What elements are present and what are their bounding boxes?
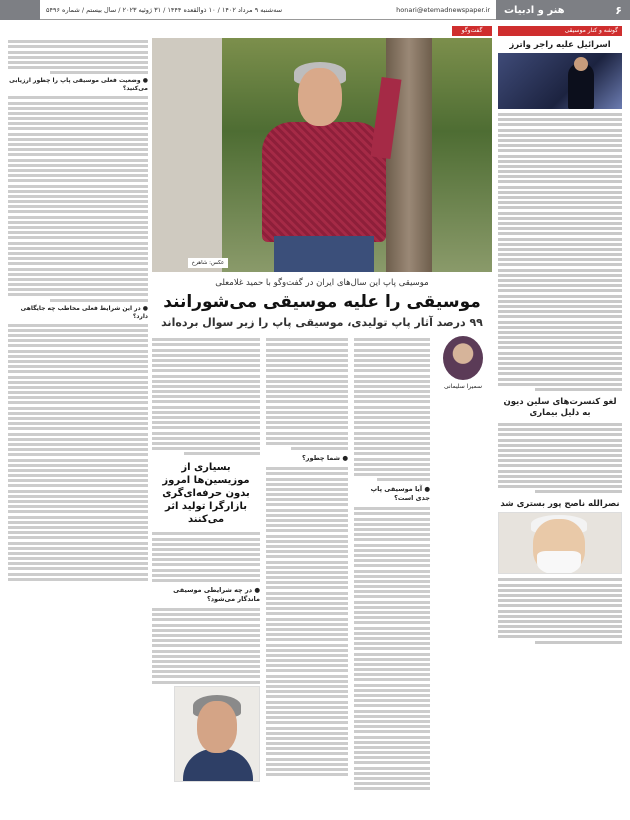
interview-photo [152,38,492,272]
header-date: سه‌شنبه ۹ مرداد ۱۴۰۲ / ۱۰ ذوالقعده ۱۴۴۴ / ۳۱ ژوئیه ۲۰۲۳ / سال بیستم / شماره ۵۴۹۶ [46,5,283,14]
sidebar-item3-body [498,578,622,643]
author-name: سمیرا سلیمانی [444,383,482,390]
question-1: ● وضعیت فعلی موسیقی پاپ را چطور ارزیابی می‌کنید؟ [9,77,148,93]
page-number: ۶ [615,3,622,17]
author-box [434,336,492,404]
page-header [0,0,630,20]
article-kicker: موسیقی پاپ این سال‌های ایران در گفت‌وگو با حمید غلامعلی [215,278,429,288]
sidebar-item3-title: نصرالله ناصح پور بستری شد [500,499,620,510]
pull-quote: بسیاری از موزیسین‌ها امروز بدون حرفه‌ای‌گری بازارگرا تولید اثر می‌کنند [162,462,250,526]
sidebar-item1-title: اسرائیل علیه راجر واترز [509,40,611,50]
sidebar-item2-title: لغو کنسرت‌های سلین دیون به دلیل بیماری [503,396,617,418]
concert-photo [498,53,622,109]
header-info-bar [40,0,496,20]
header-section-block [496,0,630,20]
sidebar-item2-body [498,423,622,493]
sidebar-tag: گوشه و کنار موسیقی [498,26,622,36]
article-subhead: ۹۹ درصد آثار پاپ تولیدی، موسیقی پاپ را زیر سوال برده‌اند [161,316,483,329]
section-title: هنر و ادبیات [504,4,565,16]
sidebar-item1-body [498,113,622,391]
main-article [8,26,492,814]
question-4: ● شما چطور؟ [302,454,348,463]
left-text-column [8,38,148,518]
header-email[interactable]: honari@etemadnewspaper.ir [396,5,490,14]
inset-portrait [174,686,260,782]
body-column-3 [152,336,260,820]
article-headline: موسیقی را علیه موسیقی می‌شورانند [163,292,481,312]
article-tag: گفت‌وگو [452,26,492,36]
header-logo-block [0,0,40,20]
photo-caption: عکس: شاهرخ [188,258,228,268]
question-2: ● در این شرایط فعلی مخاطب چه جایگاهی دارد؟ [20,304,148,320]
author-avatar [443,336,483,380]
question-5: ● در چه شرایطی موسیقی ماندگار می‌شود؟ [173,586,260,603]
body-column-1 [354,336,430,820]
musician-portrait [498,512,622,574]
sidebar-news [498,26,622,814]
body-column-2 [266,336,348,820]
question-3: ● آیا موسیقی پاپ جدی است؟ [370,485,430,503]
